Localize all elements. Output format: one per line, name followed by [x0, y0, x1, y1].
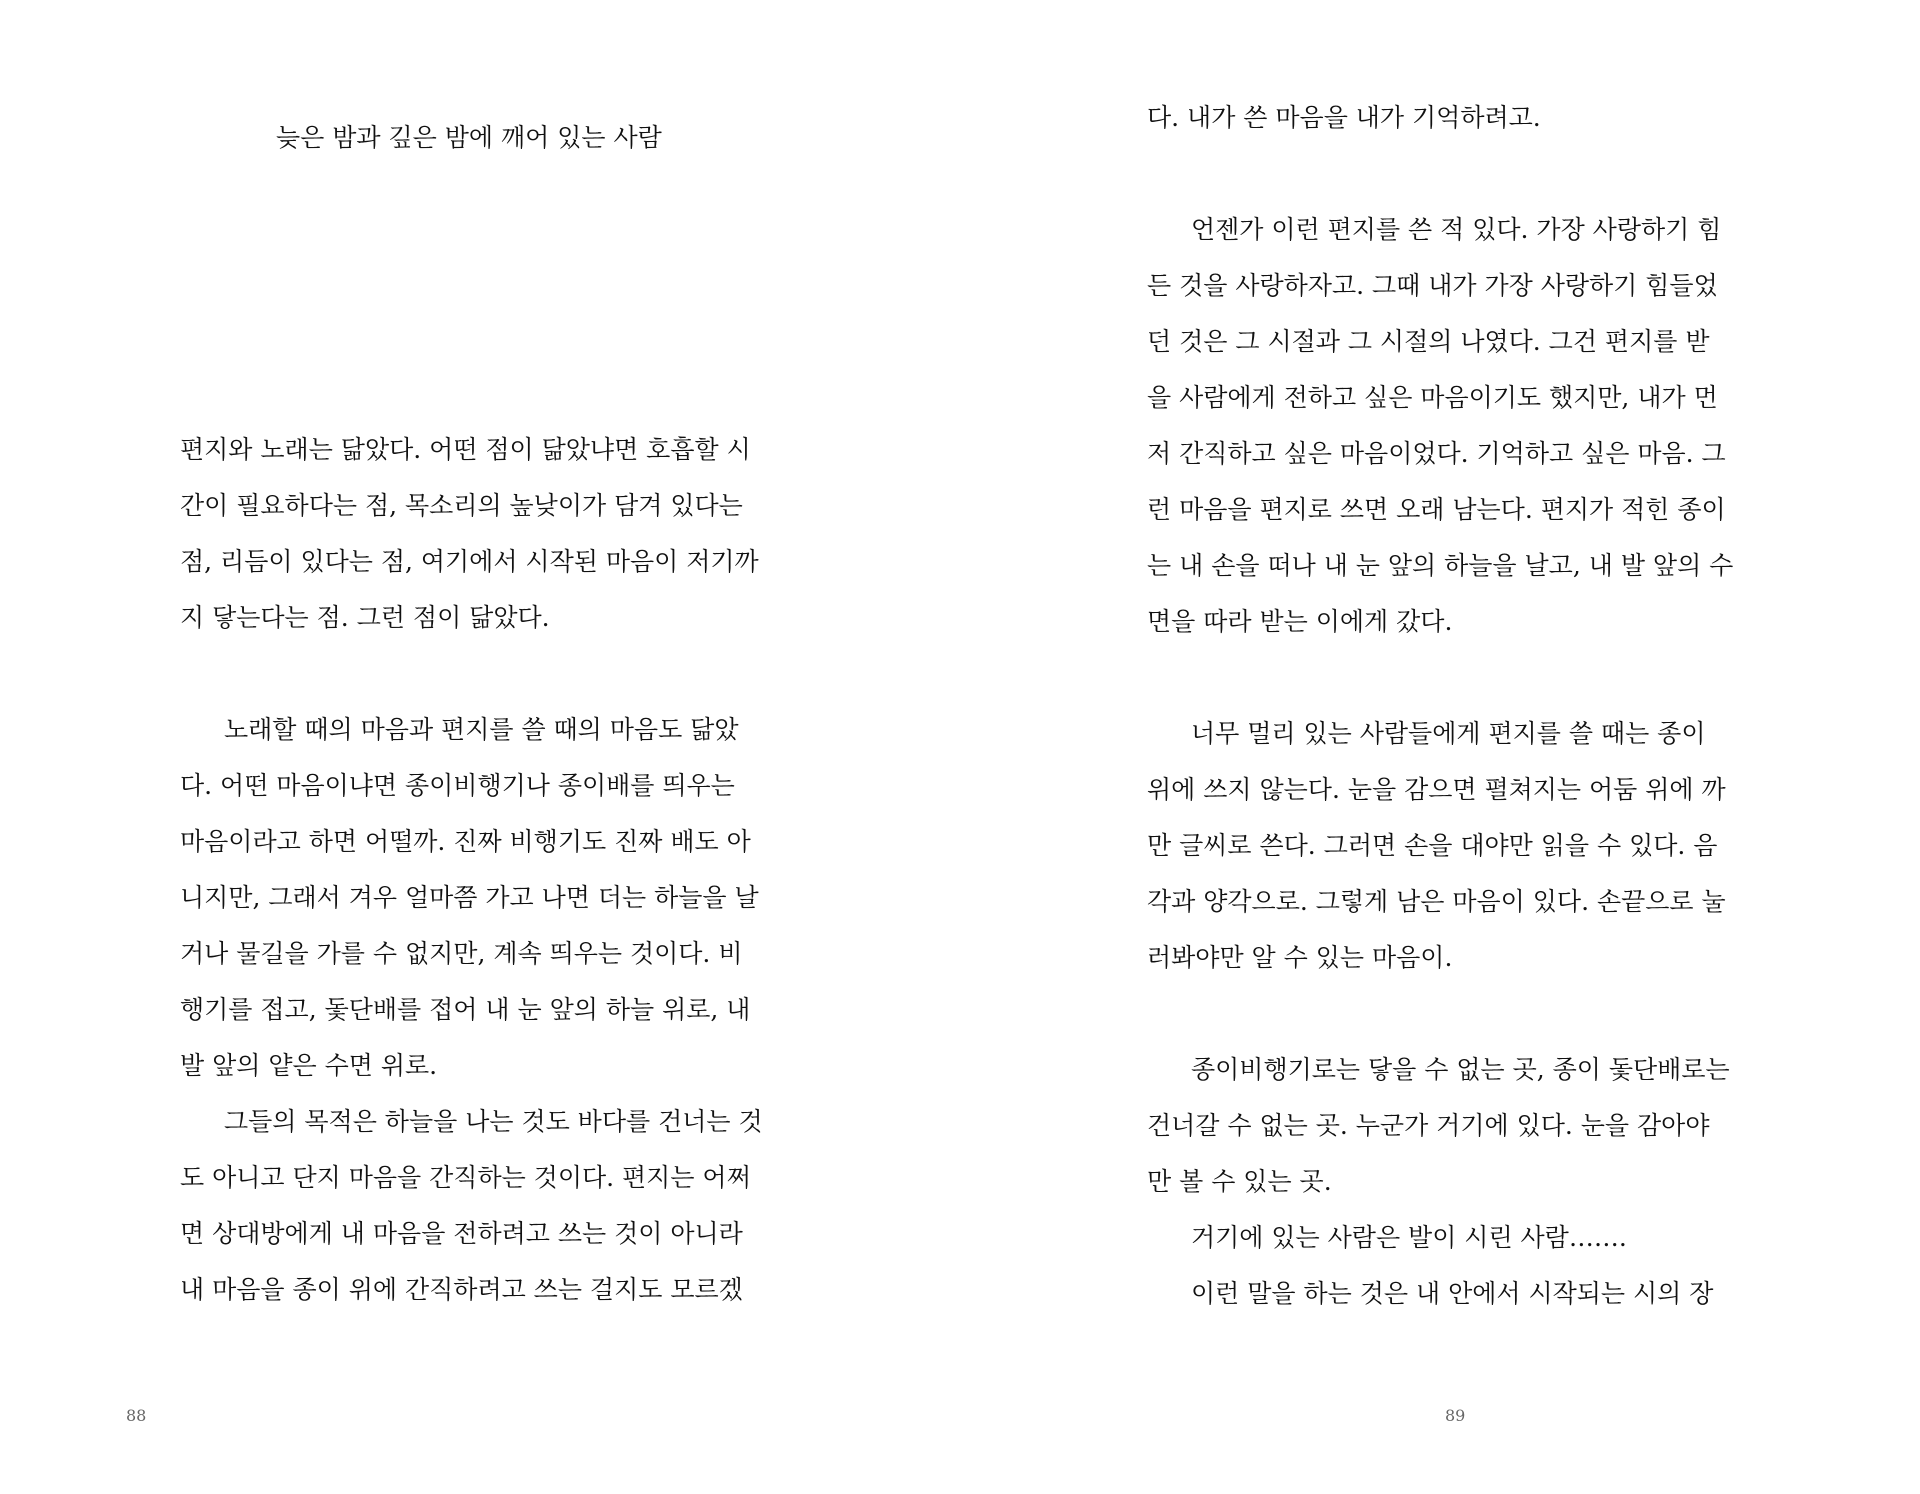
body-line: 거기에 있는 사람은 발이 시린 사람……. — [1191, 1223, 1627, 1252]
body-line: 만 글씨로 쓴다. 그러면 손을 대야만 읽을 수 있다. 음 — [1147, 831, 1718, 860]
body-line — [1147, 650, 1733, 706]
body-line: 면을 따라 받는 이에게 갔다. — [1147, 607, 1453, 636]
body-line: 언젠가 이런 편지를 쓴 적 있다. 가장 사랑하기 힘 — [1191, 215, 1722, 244]
body-line: 그들의 목적은 하늘을 나는 것도 바다를 건너는 것 — [224, 1107, 763, 1136]
body-line: 노래할 때의 마음과 편지를 쓸 때의 마음도 닮았 — [224, 715, 739, 744]
body-line: 간이 필요하다는 점, 목소리의 높낮이가 담겨 있다는 — [180, 491, 743, 520]
body-line: 이런 말을 하는 것은 내 안에서 시작되는 시의 장 — [1191, 1279, 1714, 1308]
body-line: 각과 양각으로. 그렇게 남은 마음이 있다. 손끝으로 눌 — [1147, 887, 1726, 916]
right-page — [960, 0, 1920, 1494]
body-line: 는 내 손을 떠나 내 눈 앞의 하늘을 날고, 내 발 앞의 수 — [1147, 551, 1734, 580]
body-line: 종이비행기로는 닿을 수 없는 곳, 종이 돛단배로는 — [1191, 1055, 1730, 1084]
body-line: 편지와 노래는 닮았다. 어떤 점이 닮았냐면 호흡할 시 — [180, 435, 751, 464]
body-line: 위에 쓰지 않는다. 눈을 감으면 펼쳐지는 어둠 위에 까 — [1147, 775, 1726, 804]
body-line: 건너갈 수 없는 곳. 누군가 거기에 있다. 눈을 감아야 — [1147, 1111, 1710, 1140]
body-line: 면 상대방에게 내 마음을 전하려고 쓰는 것이 아니라 — [180, 1219, 743, 1248]
page-number-left: 88 — [126, 1406, 147, 1425]
body-line: 너무 멀리 있는 사람들에게 편지를 쓸 때는 종이 — [1191, 719, 1706, 748]
body-line: 행기를 접고, 돛단배를 접어 내 눈 앞의 하늘 위로, 내 — [180, 995, 751, 1024]
body-line: 다. 어떤 마음이냐면 종이비행기나 종이배를 띄우는 — [180, 771, 735, 800]
body-line — [1147, 986, 1733, 1042]
body-line: 런 마음을 편지로 쓰면 오래 남는다. 편지가 적힌 종이 — [1147, 495, 1726, 524]
body-line: 지 닿는다는 점. 그런 점이 닮았다. — [180, 603, 550, 632]
body-line: 내 마음을 종이 위에 간직하려고 쓰는 걸지도 모르겠 — [180, 1275, 743, 1304]
body-line: 다. 내가 쓴 마음을 내가 기억하려고. — [1147, 103, 1541, 132]
body-line: 발 앞의 얕은 수면 위로. — [180, 1051, 438, 1080]
body-line: 만 볼 수 있는 곳. — [1147, 1167, 1332, 1196]
body-line — [1147, 146, 1733, 202]
right-page-body — [1147, 90, 1733, 1322]
body-line: 저 간직하고 싶은 마음이었다. 기억하고 싶은 마음. 그 — [1147, 439, 1726, 468]
body-line: 니지만, 그래서 겨우 얼마쯤 가고 나면 더는 하늘을 날 — [180, 883, 759, 912]
body-line: 러봐야만 알 수 있는 마음이. — [1147, 943, 1453, 972]
body-line: 거나 물길을 가를 수 없지만, 계속 띄우는 것이다. 비 — [180, 939, 743, 968]
body-line: 든 것을 사랑하자고. 그때 내가 가장 사랑하기 힘들었 — [1147, 271, 1718, 300]
body-line: 점, 리듬이 있다는 점, 여기에서 시작된 마음이 저기까 — [180, 547, 759, 576]
page-number-right: 89 — [1445, 1406, 1466, 1425]
running-title: 늦은 밤과 깊은 밤에 깨어 있는 사람 — [276, 123, 662, 152]
body-line: 마음이라고 하면 어떨까. 진짜 비행기도 진짜 배도 아 — [180, 827, 751, 856]
body-line — [180, 646, 763, 702]
body-line: 을 사람에게 전하고 싶은 마음이기도 했지만, 내가 먼 — [1147, 383, 1718, 412]
left-page-body — [180, 422, 763, 1318]
body-line: 던 것은 그 시절과 그 시절의 나였다. 그건 편지를 받 — [1147, 327, 1710, 356]
body-line: 도 아니고 단지 마음을 간직하는 것이다. 편지는 어쩌 — [180, 1163, 751, 1192]
